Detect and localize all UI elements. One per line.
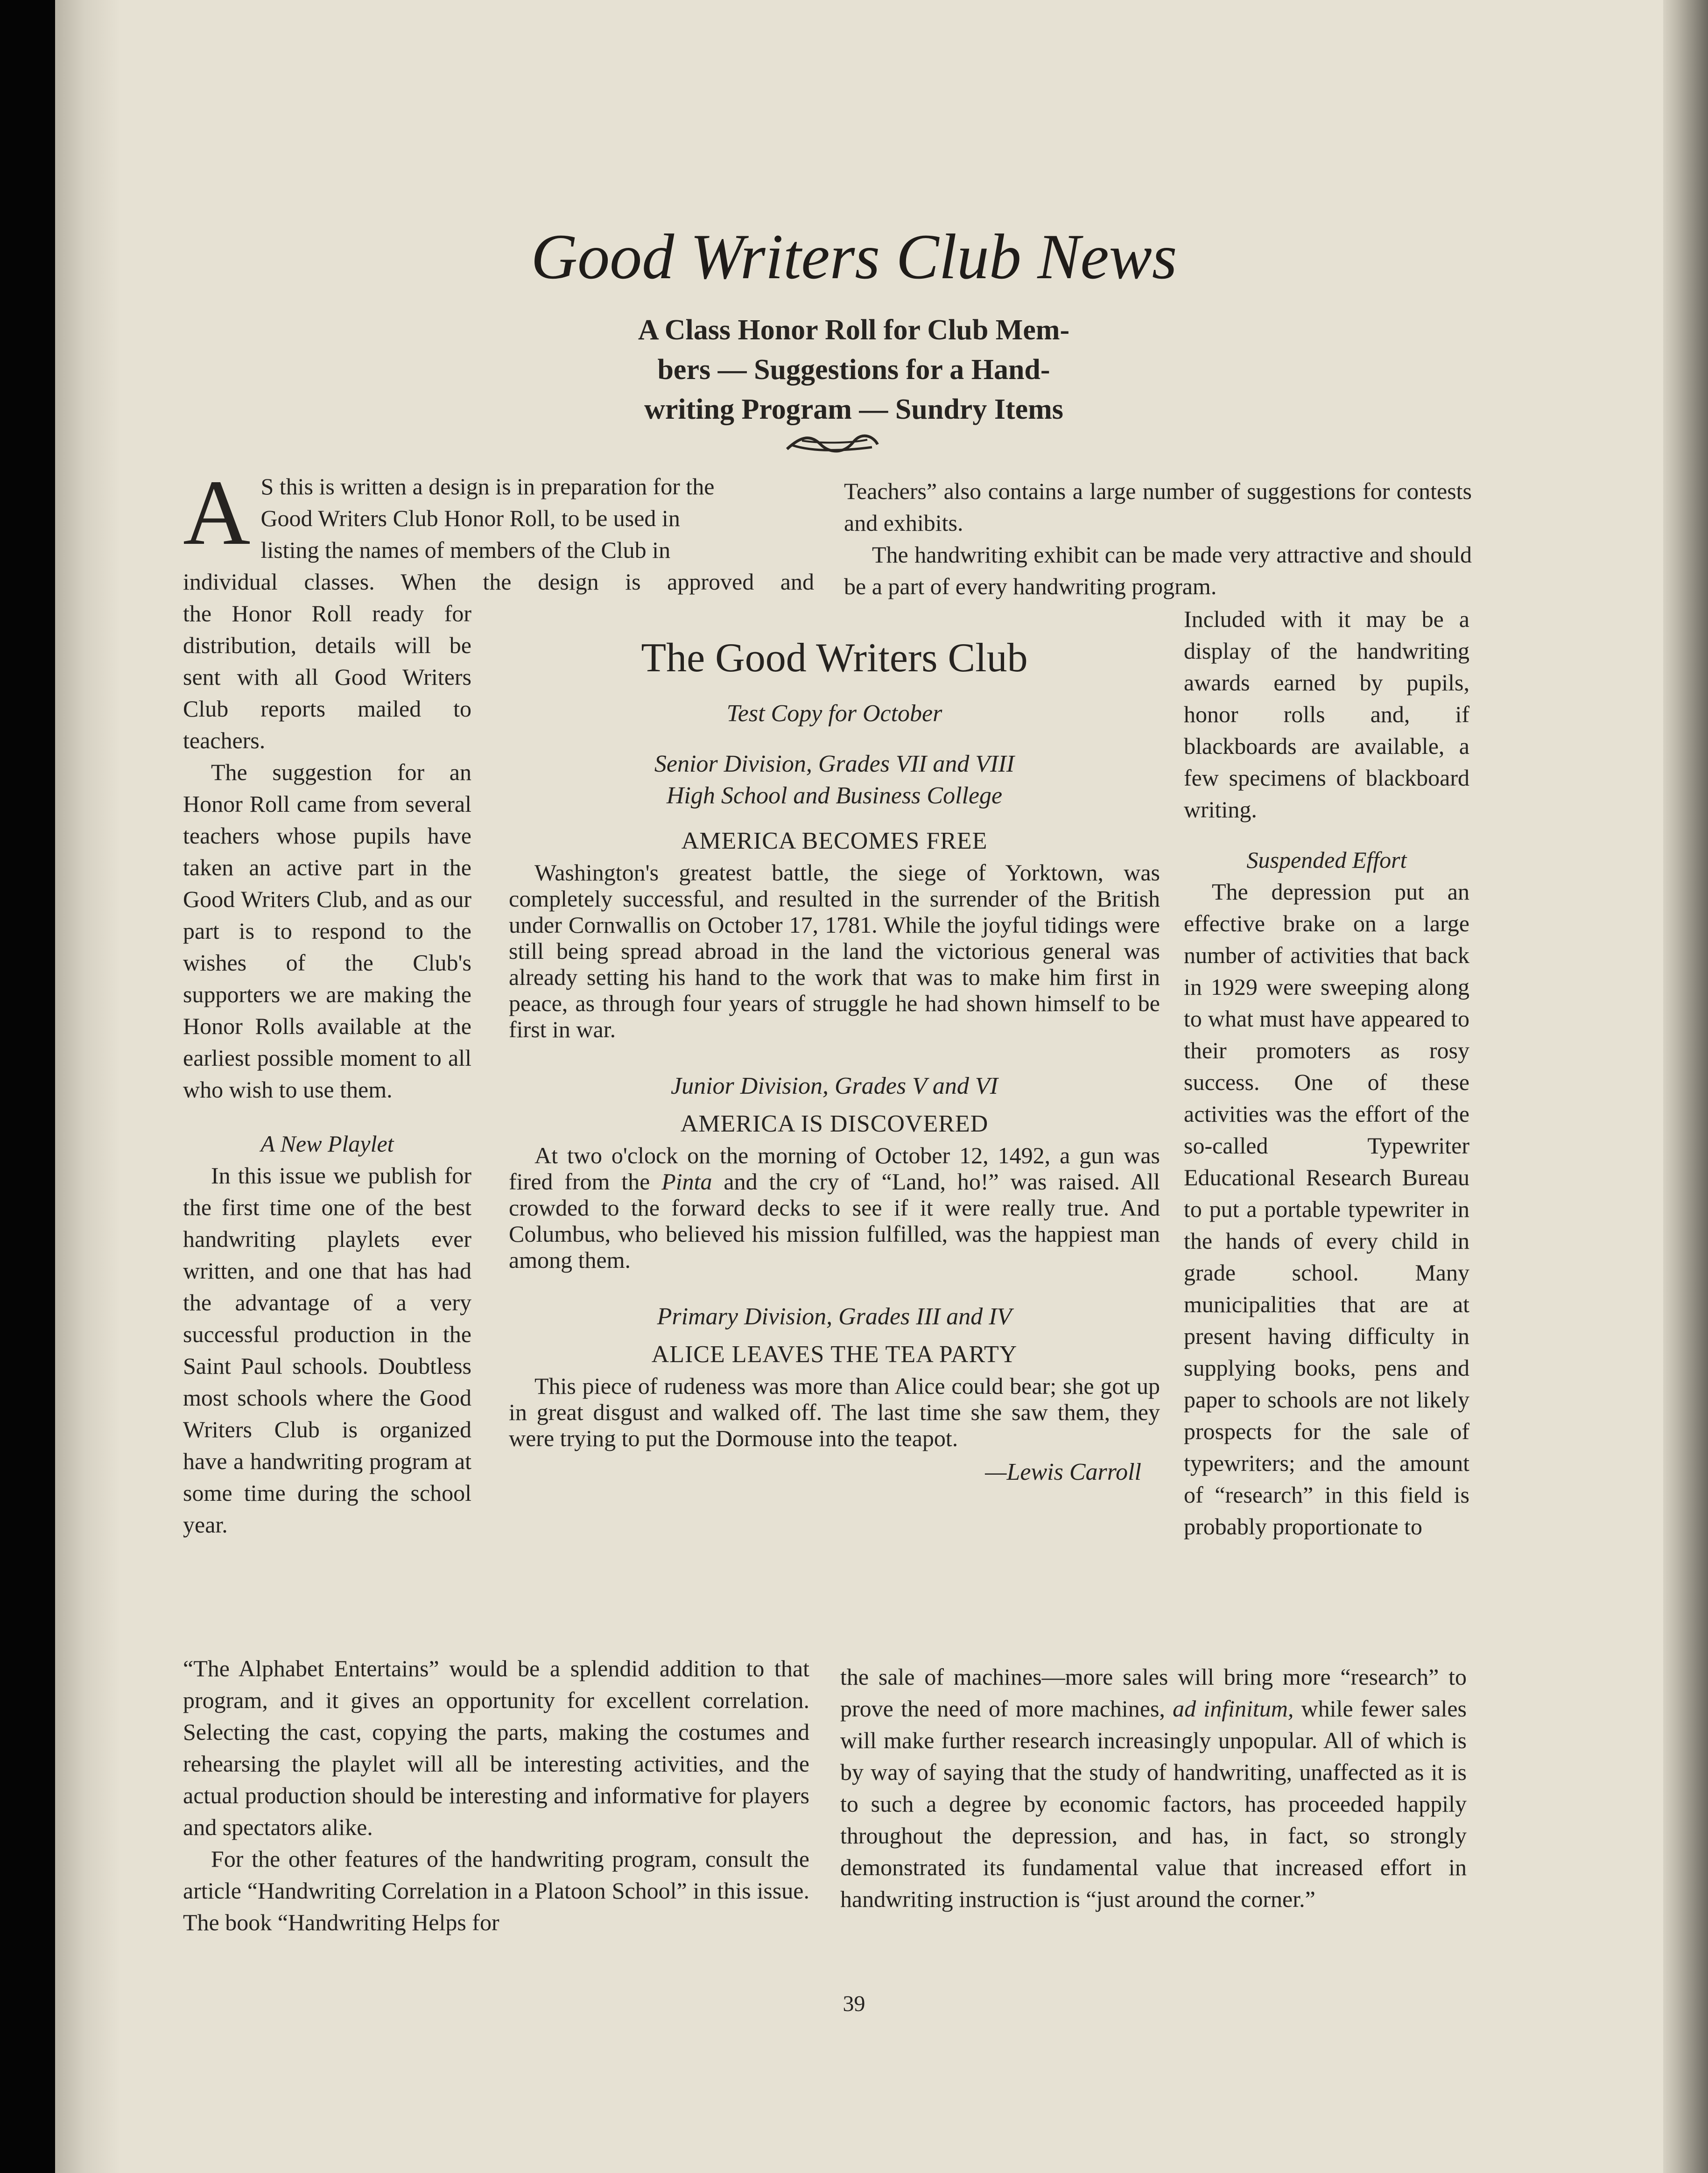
division-heading: Junior Division, Grades V and VI: [671, 1073, 998, 1099]
intro-line: Good Writers Club Honor Roll, to be used in: [260, 505, 680, 531]
right-paragraph: Included with it may be a display of the handwriting awards earned by pupils, honor rolls and, if blackboards are available, a few specimens of blackboard writing.: [1184, 606, 1469, 823]
subtitle-line: writing Program — Sundry Items: [644, 394, 1063, 425]
page-title: Good Writers Club News: [531, 221, 1177, 292]
emphasis-text: ad infinitum,: [1173, 1695, 1294, 1722]
drop-cap: A: [183, 461, 251, 564]
intro-line: listing the names of members of the Club in: [260, 537, 671, 563]
copy-text: This piece of rudeness was more than Alice could bear; she got up in great disgust and walked off. The last time she saw them, they were trying to put the Dormouse into the teapot.: [509, 1373, 1160, 1451]
subtitle-line: bers — Suggestions for a Hand-: [657, 354, 1050, 386]
division-heading: Senior Division, Grades VII and VIII: [654, 751, 1015, 777]
division-heading: Primary Division, Grades III and IV: [657, 1303, 1012, 1330]
box-subtitle: Test Copy for October: [726, 700, 942, 727]
copy-caption: ALICE LEAVES THE TEA PARTY: [651, 1341, 1018, 1368]
right-paragraph: The handwriting exhibit can be made very attractive and should be a part of every handwriting program.: [844, 541, 1472, 599]
intro-line: S this is written a design is in preparation for the: [260, 473, 715, 499]
intro-line: individual classes. When the design is approved and: [183, 569, 814, 595]
copy-caption: AMERICA IS DISCOVERED: [680, 1111, 989, 1137]
text-run: the sale of machines—more sales will bring more “research” to prove the need of more machines,: [840, 1664, 1467, 1722]
intro-narrow-column: [183, 598, 471, 1540]
page-stack-edge: [1663, 0, 1708, 2173]
suspended-paragraph: The depression put an effective brake on a large number of activities that back in 1929 were sweeping along to what must have appeared to their promoters as rosy success. One of these activities was the effort of the so-called Typewriter Educational Research Bureau to put a portable typewriter in the hands of every child in grade school. Many municipalities that are at present having difficulty in supplying books, pens and paper to schools are not likely prospects for the sale of typewriters; and the amount of “research” in this field is probably proportionate to: [1184, 879, 1469, 1540]
flourish-ornament-icon: [783, 430, 881, 458]
intro-paragraph: the Honor Roll ready for distribution, details will be sent with all Good Writers Club reports mailed to teachers.: [183, 600, 471, 753]
copy-text: [509, 1142, 1160, 1273]
page-subtitle: [574, 310, 1134, 429]
right-narrow-column: [1184, 603, 1469, 1542]
book-binding-edge: [0, 0, 55, 2173]
right-wide-column: [840, 1661, 1467, 1915]
subtitle-line: A Class Honor Roll for Club Mem-: [638, 314, 1070, 346]
text-run: At two o'clock on the morning of October 12, 1492, a gun was fired from the: [509, 1142, 1160, 1195]
text-run: and the cry of “Land, ho!” was raised. All crowded to the forward decks to see if it were really true. And Columbus, who believed his mission fulfilled, was the happiest man among them.: [509, 1168, 1160, 1273]
suspended-paragraph: [840, 1661, 1467, 1915]
right-paragraph: Teachers” also contains a large number of suggestions for contests and exhibits.: [844, 478, 1472, 536]
section-heading: Suspended Effort: [1246, 847, 1407, 873]
copy-text: Washington's greatest battle, the siege of Yorktown, was completely successful, and resulted in the surrender of the British under Cornwallis on October 17, 1781. While the joyful tidings were still being spread abroad in the land the victorious general was already setting his hand to the work that was to make him first in peace, as through four years of struggle he had shown himself to be first in war.: [509, 859, 1160, 1042]
page-number: 39: [843, 1991, 865, 2016]
attribution: —Lewis Carroll: [985, 1459, 1141, 1485]
text-run: while fewer sales will make further research increasingly unpopular. All of which is by way of saying that the study of handwriting, unaffected as it is to such a degree by economic factors, has proceeded happily throughout the depression, and has, in fact, so strongly demonstrated its fundamental value that increased effort in handwriting instruction is “just around the corner.”: [840, 1695, 1467, 1912]
box-title: The Good Writers Club: [641, 635, 1028, 681]
emphasis-text: Pinta: [661, 1168, 712, 1195]
playlet-paragraph: “The Alphabet Entertains” would be a splendid addition to that program, and it gives an opportunity for excellent correlation. Selecting the cast, copying the parts, making the costumes and rehearsing the playlet will all be interesting activities, and the actual production should be interesting and informative for players and spectators alike.: [183, 1655, 809, 1840]
playlet-paragraph: In this issue we publish for the first time one of the best handwriting playlets ever written, and one that has had the advantage of a very successful production in the Saint Paul schools. Doubtless most schools where the Good Writers Club is organized have a handwriting program at some time during the school year.: [183, 1162, 471, 1538]
right-column-top: [844, 475, 1472, 602]
copy-caption: AMERICA BECOMES FREE: [681, 828, 988, 854]
division-heading: High School and Business College: [666, 782, 1003, 809]
section-heading: A New Playlet: [260, 1131, 394, 1157]
test-copy-box: [509, 633, 1160, 1489]
features-paragraph: For the other features of the handwriting program, consult the article “Handwriting Correlation in a Platoon School” in this issue. The book “Handwriting Helps for: [183, 1846, 809, 1935]
intro-paragraph: The suggestion for an Honor Roll came from several teachers whose pupils have taken an active part in the Good Writers Club, and as our part is to respond to the wishes of the Club's supporters we are making the Honor Rolls available at the earliest possible moment to all who wish to use them.: [183, 759, 471, 1103]
page-gutter-shadow: [55, 0, 120, 2173]
intro-block: [183, 461, 814, 598]
playlet-wide-column: [183, 1653, 809, 1938]
